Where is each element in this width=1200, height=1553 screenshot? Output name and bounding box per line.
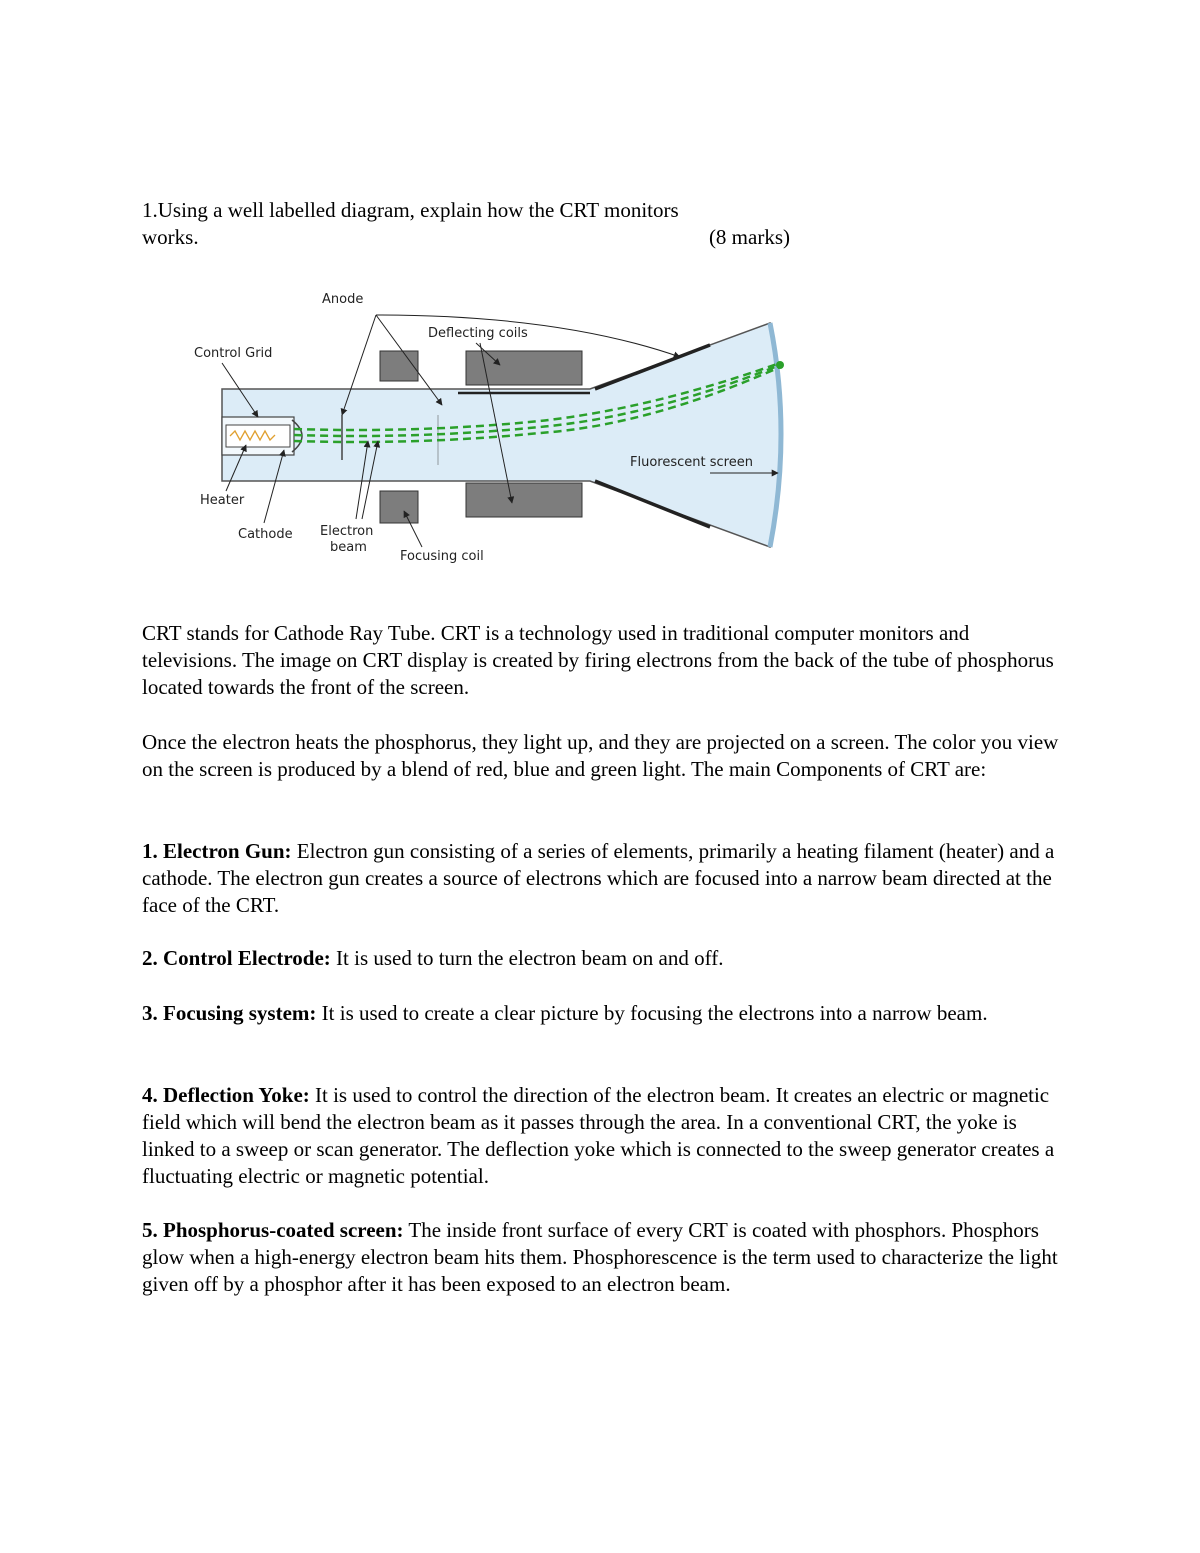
deflecting-coil-top	[466, 351, 582, 385]
label-electron-beam-2: beam	[330, 540, 367, 555]
label-heater: Heater	[200, 493, 245, 508]
deflecting-coil-bottom	[466, 483, 582, 517]
component-text: The inside front surface of every CRT is coated with phosphors. Phosphors glow when a high-energy electron beam hits them. Phosphorescence is the term used to characterize the light given off by a phosphor after it has been exposed to an electron beam.	[142, 1218, 1058, 1296]
component-text: It is used to turn the electron beam on and off.	[330, 946, 724, 970]
component-control-electrode	[142, 945, 1062, 972]
focusing-coil-top	[380, 351, 418, 381]
label-control-grid: Control Grid	[194, 346, 273, 361]
focusing-coil-bottom	[380, 491, 418, 523]
label-cathode: Cathode	[238, 527, 293, 542]
component-title: 4. Deflection Yoke:	[142, 1083, 310, 1107]
question-marks: (8 marks)	[708, 225, 790, 249]
component-title: 5. Phosphorus-coated screen:	[142, 1218, 404, 1242]
component-text: It is used to create a clear picture by focusing the electrons into a narrow beam.	[316, 1001, 988, 1025]
beam-spot	[776, 361, 784, 369]
intro-paragraph-1: CRT stands for Cathode Ray Tube. CRT is a technology used in traditional computer monitors and televisions. The image on CRT display is created by firing electrons from the back of the tube of phosphorus located towards the front of the screen.	[142, 621, 1054, 699]
label-fluorescent-screen: Fluorescent screen	[630, 455, 753, 470]
label-anode: Anode	[322, 292, 364, 307]
question-line-1: 1.Using a well labelled diagram, explain how the CRT monitors	[142, 198, 679, 222]
component-phosphorus-screen	[142, 1217, 1062, 1298]
intro-paragraph-2: Once the electron heats the phosphorus, they light up, and they are projected on a screen. The color you view on the screen is produced by a blend of red, blue and green light. The main Components of CRT are:	[142, 730, 1059, 781]
label-focusing-coil: Focusing coil	[400, 549, 484, 564]
question-line-2-text: works.	[142, 225, 199, 249]
component-deflection-yoke	[142, 1082, 1062, 1190]
question-line-2	[142, 224, 790, 251]
crt-diagram	[180, 285, 800, 575]
component-title: 2. Control Electrode:	[142, 946, 331, 970]
component-focusing-system	[142, 1000, 1062, 1027]
component-text: It is used to control the direction of the electron beam. It creates an electric or magnetic field which will bend the electron beam as it passes through the area. In a conventional CRT, the yoke is linked to a sweep or scan generator. The deflection yoke which is connected to the sweep generator creates a fluctuating electric or magnetic potential.	[142, 1083, 1055, 1188]
component-electron-gun	[142, 838, 1062, 919]
component-title: 3. Focusing system:	[142, 1001, 317, 1025]
component-title: 1. Electron Gun:	[142, 839, 292, 863]
label-electron-beam-1: Electron	[320, 524, 374, 539]
component-text: Electron gun consisting of a series of elements, primarily a heating filament (heater) and a cathode. The electron gun creates a source of electrons which are focused into a narrow beam directed at the face of the CRT.	[142, 839, 1055, 917]
label-deflecting-coils: Deflecting coils	[428, 326, 528, 341]
